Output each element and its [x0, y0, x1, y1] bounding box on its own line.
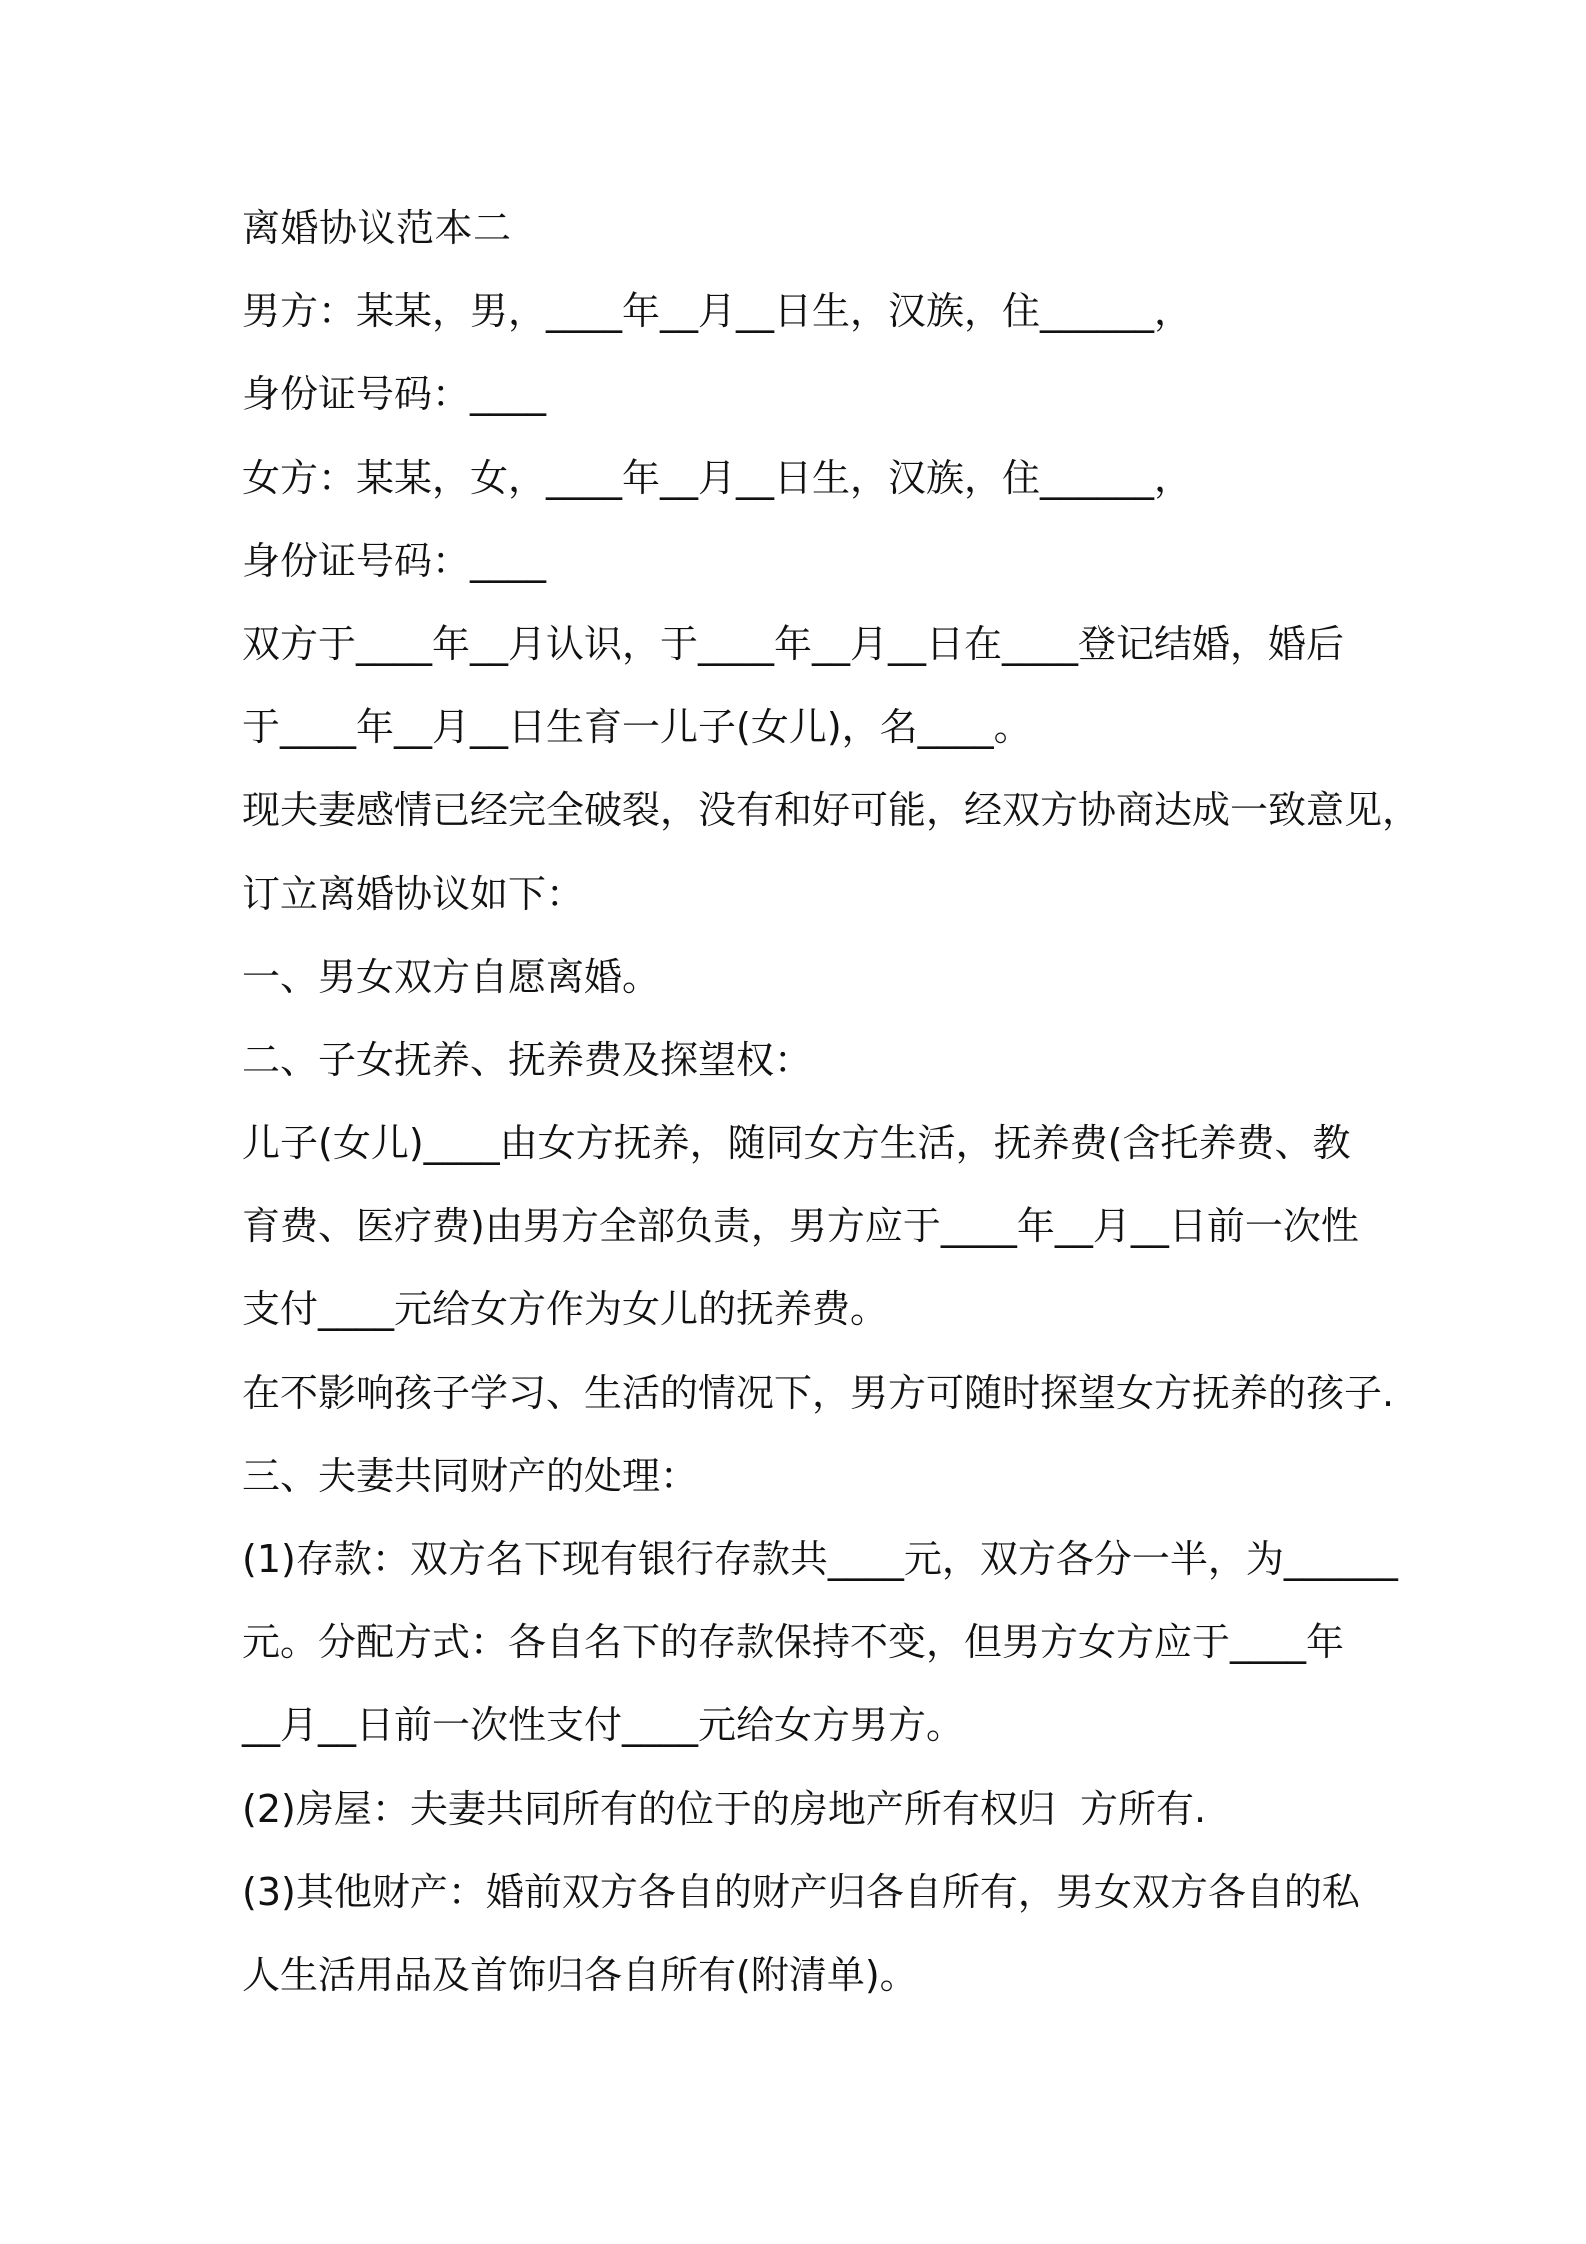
- clause-2-heading: 二、子女抚养、抚养费及探望权：: [242, 1037, 813, 1082]
- text-line-visitation: 在不影响孩子学习、生活的情况下，男方可随时探望女方抚养的孩子.: [242, 1370, 1395, 1415]
- document-body: [242, 198, 1421, 2028]
- text-line-house: (2)房屋：夫妻共同所有的位于的房地产所有权归 方所有.: [242, 1786, 1207, 1831]
- text-line-marriage-2: 于____年__月__日生育一儿子(女儿)，名____。: [242, 705, 1032, 750]
- text-line-custody-1: 儿子(女儿)____由女方抚养，随同女方生活，抚养费(含托养费、教: [242, 1121, 1351, 1166]
- text-line-deposits-2: 元。分配方式：各自名下的存款保持不变，但男方女方应于____年: [242, 1620, 1345, 1665]
- text-line-other-property-2: 人生活用品及首饰归各自所有(附清单)。: [242, 1952, 918, 1997]
- text-line-female-party: 女方：某某，女，____年__月__日生，汉族，住______，: [242, 455, 1193, 500]
- clause-1: 一、男女双方自愿离婚。: [242, 954, 661, 999]
- text-line-deposits-1: (1)存款：双方名下现有银行存款共____元，双方各分一半，为______: [242, 1537, 1398, 1581]
- text-line-preamble-2: 订立离婚协议如下：: [242, 871, 585, 916]
- text-line-custody-2: 育费、医疗费)由男方全部负责，男方应于____年__月__日前一次性: [242, 1204, 1359, 1249]
- text-line-other-property-1: (3)其他财产：婚前双方各自的财产归各自所有，男女双方各自的私: [242, 1869, 1360, 1914]
- text-line-deposits-3: __月__日前一次性支付____元给女方男方。: [242, 1703, 965, 1748]
- text-line-female-id: 身份证号码：____: [242, 538, 547, 583]
- text-line-preamble-1: 现夫妻感情已经完全破裂，没有和好可能，经双方协商达成一致意见，: [242, 788, 1421, 833]
- text-line-male-party: 男方：某某，男，____年__月__日生，汉族，住______，: [242, 289, 1193, 334]
- text-line-male-id: 身份证号码：____: [242, 372, 547, 417]
- text-line-custody-3: 支付____元给女方作为女儿的抚养费。: [242, 1287, 889, 1332]
- text-line-marriage-1: 双方于____年__月认识，于____年__月__日在____登记结婚，婚后: [242, 621, 1345, 666]
- clause-3-heading: 三、夫妻共同财产的处理：: [242, 1453, 699, 1498]
- document-title: 离婚协议范本二: [242, 206, 512, 250]
